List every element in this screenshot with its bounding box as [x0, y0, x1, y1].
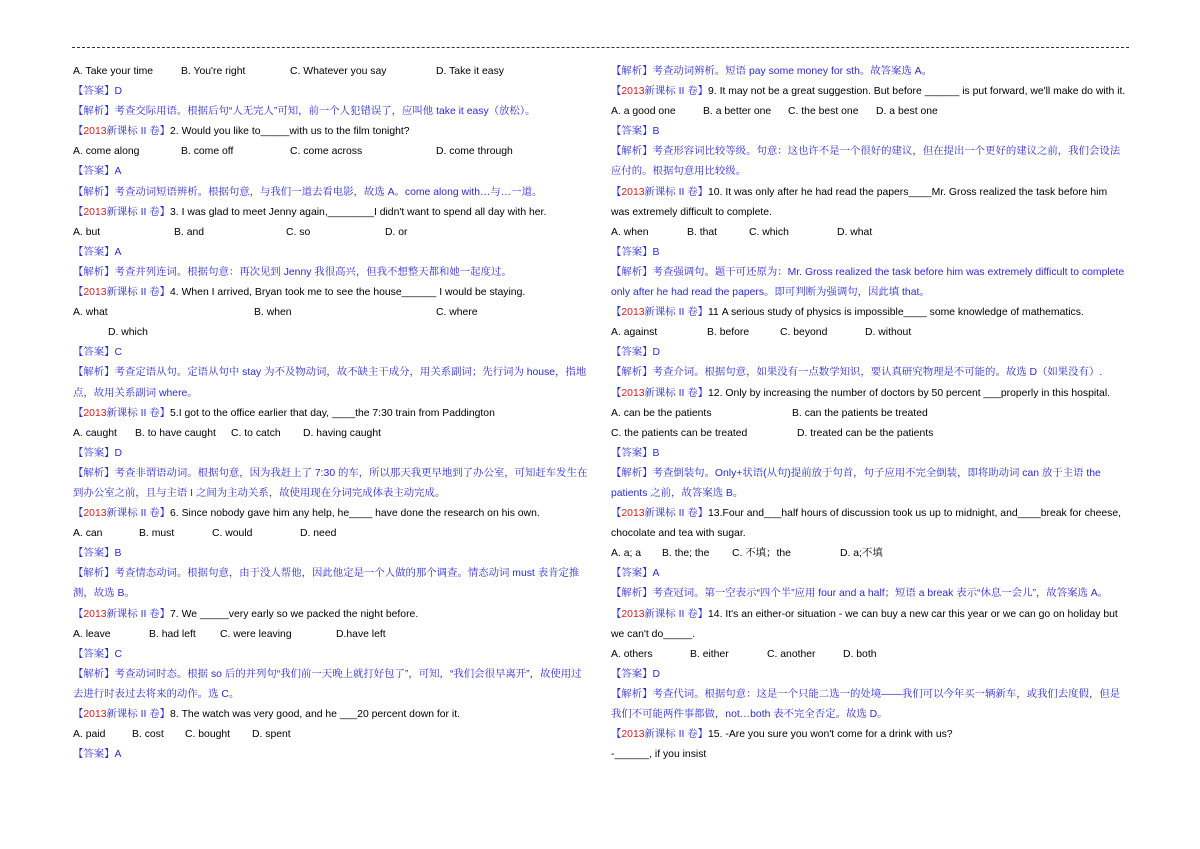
option: C. another — [767, 648, 816, 660]
option: C. would — [212, 528, 253, 540]
question-text: 9. It may not be a great suggestion. But before ______ is put forward, we'll make do with it. — [708, 86, 1126, 98]
question-text: 11 A serious study of physics is impossible____ some knowledge of mathematics. — [708, 307, 1084, 319]
option: B. to have caught — [135, 427, 216, 439]
answer-options — [73, 625, 590, 645]
question-source-label: 新课标 II 卷】 — [644, 307, 709, 319]
question-source: 【2013新课标 II 卷】 — [611, 508, 709, 520]
explanation: 【解析】考查冠词。第一空表示“四个半”应用 four and a half；短语 a break 表示“休息一会儿”，故答案选 A。 — [611, 588, 1109, 600]
option: D. a;不填 — [840, 548, 883, 560]
right-column — [611, 62, 1128, 765]
explanation: 【解析】考查非谓语动词。根据句意，因为我赶上了 7:30 的车，所以那天我更早地到了办公室，可知赶车发生在到办公室之前，且与主语 I 之间为主动关系，故使用现在分词完成体表主动完成。 — [73, 467, 588, 499]
option: A. against — [611, 327, 658, 339]
answer-line: 【答案】A — [73, 166, 122, 178]
question-text: 15. -Are you sure you won't come for a drink with us? — [708, 729, 953, 741]
question-source-label: 新课标 II 卷】 — [644, 608, 709, 620]
answer-line: 【答案】D — [611, 668, 661, 680]
question-source: 【2013新课标 II 卷】 — [73, 709, 171, 720]
explanation: 【解析】考查代词。根据句意：这是一个只能二选一的处境——我们可以今年买一辆新车，或我们去度假，但是我们不可能两件事都做，not…both 表不完全否定。故选 D。 — [611, 688, 1121, 720]
option: D.have left — [336, 628, 386, 640]
question-text: 7. We _____very early so we packed the night before. — [170, 608, 419, 620]
option: B. must — [139, 528, 175, 540]
question-source-label: 新课标 II 卷】 — [106, 508, 171, 520]
question — [73, 705, 590, 725]
option: A. but — [73, 226, 101, 238]
option: C. come across — [290, 146, 363, 158]
question-source-label: 新课标 II 卷】 — [106, 287, 171, 299]
question-source: 【2013新课标 II 卷】 — [73, 608, 171, 620]
option: C. where — [436, 307, 478, 319]
option: A. paid — [73, 729, 106, 741]
question-year: 2013 — [621, 307, 645, 319]
left-column — [73, 62, 590, 765]
answer-options — [611, 223, 1128, 243]
question-source: 【2013新课标 II 卷】 — [611, 387, 709, 399]
option: A. Take your time — [73, 66, 154, 77]
option: C. Whatever you say — [290, 66, 387, 77]
option: B. come off — [181, 146, 234, 158]
answer-line: 【答案】A — [73, 246, 122, 258]
question-year: 2013 — [83, 608, 107, 620]
option: C. the patients can be treated — [611, 427, 748, 439]
question-source: 【2013新课标 II 卷】 — [73, 126, 171, 138]
question — [73, 122, 590, 142]
question-year: 2013 — [83, 407, 107, 419]
question-source-label: 新课标 II 卷】 — [644, 387, 709, 399]
answer-options — [73, 303, 590, 323]
question — [73, 404, 590, 424]
option: C. to catch — [231, 427, 281, 439]
question-text: 2. Would you like to_____with us to the film tonight? — [170, 126, 410, 138]
explanation: 【解析】考查并列连词。根据句意：再次见到 Jenny 我很高兴，但我不想整天都和她一起度过。 — [73, 266, 512, 278]
option: B. and — [174, 226, 205, 238]
question-source-label: 新课标 II 卷】 — [106, 206, 171, 218]
question-source-label: 新课标 II 卷】 — [644, 508, 709, 520]
question-text: 10. It was only after he had read the papers____Mr. Gross realized the task before him was extremely difficult to complete. — [611, 186, 1108, 218]
answer-options — [611, 404, 1128, 424]
header-rule — [72, 47, 1129, 48]
question — [611, 605, 1128, 645]
option: D. come through — [436, 146, 513, 158]
question — [611, 725, 1128, 745]
question-text: 6. Since nobody gave him any help, he____ have done the research on his own. — [170, 508, 540, 520]
question-text: 3. I was glad to meet Jenny again,________I didn't want to spend all day with her. — [170, 206, 547, 218]
option: B. cost — [132, 729, 164, 741]
question-year: 2013 — [621, 608, 645, 620]
answer-options — [611, 544, 1128, 564]
option: A. a good one — [611, 106, 676, 118]
question-source-label: 新课标 II 卷】 — [106, 407, 171, 419]
question-year: 2013 — [621, 729, 645, 741]
answer-options — [73, 62, 590, 82]
answer-options: D. which — [108, 327, 148, 339]
question — [73, 203, 590, 223]
option: B. can the patients be treated — [792, 407, 928, 419]
option: A. can — [73, 528, 103, 540]
question — [611, 303, 1128, 323]
question-year: 2013 — [83, 126, 107, 138]
option: B. had left — [149, 628, 196, 640]
question-year: 2013 — [83, 206, 107, 218]
option: D. what — [837, 226, 873, 238]
option: D. treated can be the patients — [797, 427, 934, 439]
option: A. come along — [73, 146, 140, 158]
question-source: 【2013新课标 II 卷】 — [611, 608, 709, 620]
answer-options — [73, 725, 590, 745]
question-text: 8. The watch was very good, and he ___20 percent down for it. — [170, 709, 460, 720]
option: A. caught — [73, 427, 117, 439]
answer-options — [611, 102, 1128, 122]
explanation: 【解析】考查介词。根据句意，如果没有一点数学知识，要认真研究物理是不可能的。故选 D（如果没有）. — [611, 367, 1103, 379]
answer-options — [611, 323, 1128, 343]
explanation: 【解析】考查动词短语辨析。根据句意，与我们一道去看电影，故选 A。come along with…与…一道。 — [73, 186, 543, 198]
answer-line: 【答案】B — [611, 246, 660, 258]
question — [73, 283, 590, 303]
explanation: 【解析】考查动词辨析。短语 pay some money for sth。故答案选 A。 — [611, 66, 933, 77]
question-source-label: 新课标 II 卷】 — [644, 86, 709, 98]
question — [611, 82, 1128, 102]
option: B. that — [687, 226, 718, 238]
explanation: 【解析】考查强调句。题干可还原为：Mr. Gross realized the task before him was extremely difficult to complete only after he had read the papers。即可判断为强调句，因此填 that。 — [611, 266, 1125, 299]
answer-line: 【答案】B — [611, 126, 660, 138]
answer-line: 【答案】D — [611, 347, 661, 359]
question-source: 【2013新课标 II 卷】 — [611, 729, 709, 741]
answer-line: 【答案】B — [611, 447, 660, 459]
option: B. either — [690, 648, 729, 660]
question — [611, 504, 1128, 544]
question-source: 【2013新课标 II 卷】 — [611, 307, 709, 319]
question-source-label: 新课标 II 卷】 — [106, 709, 171, 720]
question-year: 2013 — [621, 508, 645, 520]
option: A. what — [73, 307, 108, 319]
answer-line: 【答案】D — [73, 447, 123, 459]
option: C. were leaving — [220, 628, 292, 640]
question-text: 4. When I arrived, Bryan took me to see the house______ I would be staying. — [170, 287, 526, 299]
option: C. the best one — [788, 106, 859, 118]
option: B. the; the — [662, 548, 710, 560]
text-line: -______, if you insist — [611, 749, 707, 761]
explanation: 【解析】考查动词时态。根据 so 后的并列句“我们前一天晚上就打好包了”，可知，“我们会很早离开”，故使用过去进行时表过去将来的动作。选 C。 — [73, 668, 582, 700]
question-year: 2013 — [83, 508, 107, 520]
explanation: 【解析】考查交际用语。根据后句“人无完人”可知，前一个人犯错误了，应叫他 take it easy（放松）。 — [73, 106, 536, 118]
question-text: 5.I got to the office earlier that day, ____the 7:30 train from Paddington — [170, 407, 495, 419]
answer-line: 【答案】D — [73, 86, 123, 98]
option: A. can be the patients — [611, 407, 712, 419]
option: A. leave — [73, 628, 111, 640]
question-source: 【2013新课标 II 卷】 — [73, 508, 171, 520]
option: A. when — [611, 226, 649, 238]
question-source-label: 新课标 II 卷】 — [106, 126, 171, 138]
question-source-label: 新课标 II 卷】 — [644, 186, 709, 198]
question-source: 【2013新课标 II 卷】 — [73, 287, 171, 299]
answer-options — [73, 424, 590, 444]
option: B. before — [707, 327, 750, 339]
option: C. so — [286, 226, 311, 238]
answer-options — [73, 142, 590, 162]
option: D. or — [385, 226, 408, 238]
question-text: 12. Only by increasing the number of doctors by 50 percent ___properly in this hospital. — [708, 387, 1111, 399]
answer-line: 【答案】C — [73, 347, 123, 359]
answer-line: 【答案】A — [611, 568, 660, 580]
answer-line: 【答案】B — [73, 548, 122, 560]
explanation: 【解析】考查倒装句。Only+状语(从句)提前放于句首，句子应用不完全倒装，即将助动词 can 放于主语 the patients 之前，故答案选 B。 — [611, 467, 1101, 499]
question — [611, 384, 1128, 404]
question — [73, 605, 590, 625]
question-text: 14. It's an either-or situation - we can buy a new car this year or we can go on holiday but we can't do_____. — [611, 608, 1118, 640]
option: A. others — [611, 648, 653, 660]
option: C. bought — [185, 729, 231, 741]
question-source: 【2013新课标 II 卷】 — [611, 86, 709, 98]
option: C. beyond — [780, 327, 828, 339]
option: D. Take it easy — [436, 66, 504, 77]
explanation: 【解析】考查定语从句。定语从句中 stay 为不及物动词，故不缺主干成分，用关系副词；先行词为 house，指地点，故用关系副词 where。 — [73, 367, 587, 399]
option: B. when — [254, 307, 292, 319]
option: C. 不填；the — [732, 548, 791, 560]
question-year: 2013 — [621, 86, 645, 98]
question-source-label: 新课标 II 卷】 — [644, 729, 709, 741]
question-year: 2013 — [621, 186, 645, 198]
question-source: 【2013新课标 II 卷】 — [73, 407, 171, 419]
question-source-label: 新课标 II 卷】 — [106, 608, 171, 620]
option: B. a better one — [703, 106, 772, 118]
question — [73, 504, 590, 524]
option: C. which — [749, 226, 789, 238]
answer-line: 【答案】A — [73, 749, 122, 761]
explanation: 【解析】考查形容词比较等级。句意：这也许不是一个很好的建议，但在提出一个更好的建议之前，我们会设法应付的。根据句意用比较级。 — [611, 146, 1121, 178]
question-text: 13.Four and___half hours of discussion took us up to midnight, and____break for cheese, chocolate and tea with sugar. — [611, 508, 1122, 540]
option: A. a; a — [611, 548, 642, 560]
answer-options — [611, 645, 1128, 665]
option: D. a best one — [876, 106, 938, 118]
answer-options — [611, 424, 1128, 444]
option: B. You're right — [181, 66, 246, 77]
question — [611, 183, 1128, 223]
option: D. need — [300, 528, 337, 540]
option: D. without — [865, 327, 912, 339]
option: D. both — [843, 648, 877, 660]
question-year: 2013 — [621, 387, 645, 399]
option: D. spent — [252, 729, 291, 741]
question-year: 2013 — [83, 709, 107, 720]
option: D. having caught — [303, 427, 381, 439]
question-source: 【2013新课标 II 卷】 — [611, 186, 709, 198]
answer-line: 【答案】C — [73, 648, 123, 660]
question-year: 2013 — [83, 287, 107, 299]
answer-options — [73, 524, 590, 544]
answer-options — [73, 223, 590, 243]
question-source: 【2013新课标 II 卷】 — [73, 206, 171, 218]
explanation: 【解析】考查情态动词。根据句意，由于没人帮他，因此他定是一个人做的那个调查。情态动词 must 表肯定推测，故选 B。 — [73, 568, 580, 600]
